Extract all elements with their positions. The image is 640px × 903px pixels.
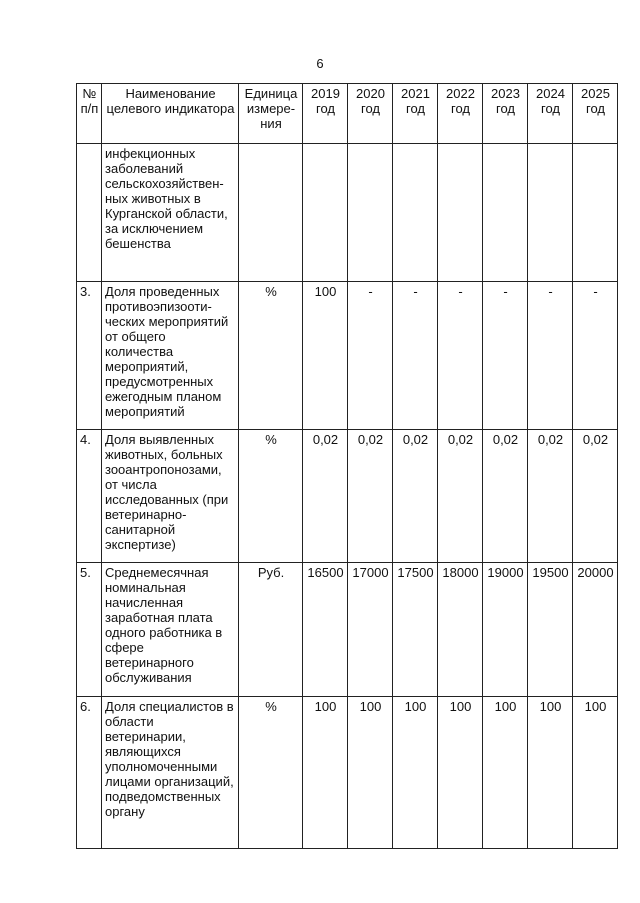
year-label: 2024 — [536, 86, 565, 101]
year-suffix: год — [406, 101, 425, 116]
value-cell: 0,02 — [483, 430, 528, 563]
value-cell: - — [528, 282, 573, 430]
header-year — [303, 84, 348, 144]
value-cell: 0,02 — [528, 430, 573, 563]
value-cell: - — [393, 282, 438, 430]
value-cell: - — [348, 282, 393, 430]
indicator-name: инфекционных заболеваний сельскохозяйствен-ных животных в Курганской области, за исключением бешенства — [102, 144, 239, 282]
row-number — [77, 144, 102, 282]
indicator-unit: % — [239, 430, 303, 563]
table-row — [77, 144, 618, 282]
value-cell: - — [483, 282, 528, 430]
value-cell — [303, 144, 348, 282]
value-cell: 100 — [393, 697, 438, 849]
year-suffix: год — [361, 101, 380, 116]
year-label: 2019 — [311, 86, 340, 101]
value-cell: 0,02 — [393, 430, 438, 563]
value-cell: 100 — [303, 697, 348, 849]
value-cell — [528, 144, 573, 282]
value-cell: - — [438, 282, 483, 430]
header-name: Наименование целевого индикатора — [102, 84, 239, 144]
value-cell: 19500 — [528, 563, 573, 697]
header-year — [438, 84, 483, 144]
page-number: 6 — [316, 56, 324, 71]
year-label: 2022 — [446, 86, 475, 101]
header-year — [348, 84, 393, 144]
table-row — [77, 563, 618, 697]
value-cell — [393, 144, 438, 282]
indicator-unit — [239, 144, 303, 282]
year-suffix: год — [496, 101, 515, 116]
value-cell: 100 — [348, 697, 393, 849]
row-number: 6. — [77, 697, 102, 849]
year-suffix: год — [541, 101, 560, 116]
value-cell: 17000 — [348, 563, 393, 697]
year-label: 2020 — [356, 86, 385, 101]
indicator-name: Среднемесячная номинальная начисленная заработная плата одного работника в сфере ветеринарного обслуживания — [102, 563, 239, 697]
value-cell — [348, 144, 393, 282]
table-row — [77, 697, 618, 849]
indicator-unit: % — [239, 697, 303, 849]
value-cell — [483, 144, 528, 282]
value-cell: 0,02 — [348, 430, 393, 563]
row-number: 3. — [77, 282, 102, 430]
row-number: 5. — [77, 563, 102, 697]
value-cell: - — [573, 282, 618, 430]
value-cell: 20000 — [573, 563, 618, 697]
year-suffix: год — [586, 101, 605, 116]
indicator-unit: Руб. — [239, 563, 303, 697]
table-row — [77, 430, 618, 563]
indicator-name: Доля проведенных противоэпизооти-ческих мероприятий от общего количества мероприятий, предусмотренных ежегодным планом мероприятий — [102, 282, 239, 430]
header-num: № п/п — [77, 84, 102, 144]
year-label: 2021 — [401, 86, 430, 101]
indicators-table — [76, 83, 618, 849]
value-cell: 0,02 — [573, 430, 618, 563]
value-cell: 0,02 — [438, 430, 483, 563]
indicator-unit: % — [239, 282, 303, 430]
header-year — [573, 84, 618, 144]
table-row — [77, 282, 618, 430]
value-cell — [438, 144, 483, 282]
row-number: 4. — [77, 430, 102, 563]
indicator-name: Доля специалистов в области ветеринарии, являющихся уполномоченными лицами организаций, подведомственных органу — [102, 697, 239, 849]
year-label: 2023 — [491, 86, 520, 101]
value-cell: 19000 — [483, 563, 528, 697]
header-row — [77, 84, 618, 144]
value-cell: 100 — [303, 282, 348, 430]
value-cell: 18000 — [438, 563, 483, 697]
value-cell: 100 — [483, 697, 528, 849]
year-label: 2025 — [581, 86, 610, 101]
header-unit: Единица измере-ния — [239, 84, 303, 144]
value-cell: 100 — [573, 697, 618, 849]
indicator-name: Доля выявленных животных, больных зооантропонозами, от числа исследованных (при ветеринарно-санитарной экспертизе) — [102, 430, 239, 563]
header-year — [483, 84, 528, 144]
value-cell — [573, 144, 618, 282]
year-suffix: год — [451, 101, 470, 116]
value-cell: 17500 — [393, 563, 438, 697]
value-cell: 100 — [528, 697, 573, 849]
value-cell: 16500 — [303, 563, 348, 697]
header-year — [528, 84, 573, 144]
header-year — [393, 84, 438, 144]
value-cell: 100 — [438, 697, 483, 849]
year-suffix: год — [316, 101, 335, 116]
value-cell: 0,02 — [303, 430, 348, 563]
